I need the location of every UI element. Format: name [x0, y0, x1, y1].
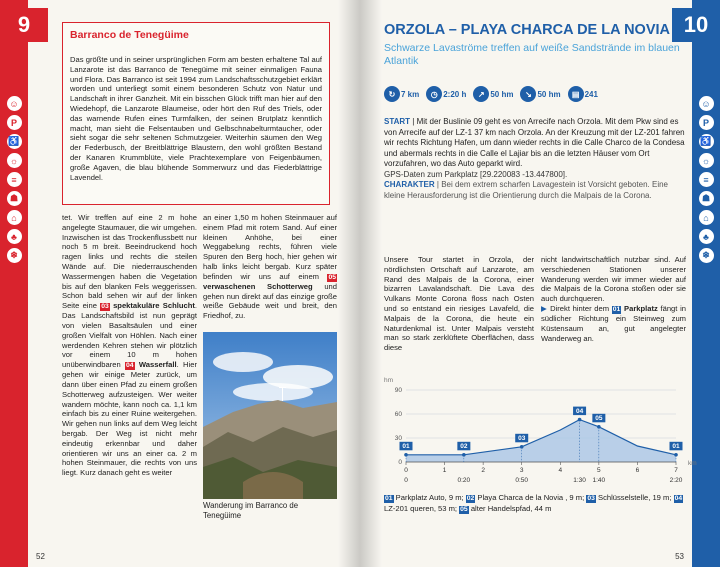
start-label: START: [384, 117, 411, 126]
text-column-1: [384, 255, 534, 353]
tour-subtitle: Schwarze Lavaströme treffen auf weiße Sandstrände im blauen Atlantik: [384, 42, 680, 67]
text-run: nicht landwirtschaftlich nutzbar sind. Auf verschiedenen Stationen unserer Wanderung werden wir immer wieder auf die Malpais de la Corona stoßen oder sie auch durchqueren.: [541, 255, 686, 304]
stat-value: 50 hm: [537, 89, 561, 99]
right-color-bar: [692, 0, 720, 567]
text-run: Unsere Tour startet in Orzola, der nördlichsten Ortschaft auf Lanzarote, am Rand des Malpais de la Corona, einer bizarren Lavalandschaft. Die Lava des Vulkans Monte Corona floss nach Osten und so entstand ein riesiges Lavafeld, die Malpais de la Corona, die heute ein Naturdenkmal ist. Unter Malpais versteht man so stark zerklüftete Oberflächen, dass diese: [384, 255, 534, 353]
text-column-1: [62, 213, 197, 478]
category-icon: ☺: [7, 96, 22, 111]
time-label: 0:20: [457, 477, 471, 484]
gps-text: GPS-Daten zum Parkplatz [29.220083 -13.447800].: [384, 169, 568, 179]
text-column-2: [541, 255, 686, 343]
waypoint-dot: [578, 418, 582, 422]
map-icon: ▤: [568, 86, 584, 102]
stat-item: [384, 86, 419, 102]
category-icon: ♿: [699, 134, 714, 149]
legend-text: alter Handelspfad, 44 m: [468, 503, 552, 513]
y-axis-unit: hm: [384, 377, 394, 384]
category-icon: P: [699, 115, 714, 130]
legend-text: Playa Charca de la Novia , 9 m;: [475, 493, 587, 502]
stat-value: 7 km: [401, 89, 420, 99]
x-tick-label: 1: [442, 467, 447, 474]
photo-caption: Wanderung im Barranco de Tenegüime: [203, 501, 299, 520]
bold-text: Parkplatz: [624, 303, 658, 313]
legend-marker: 02: [466, 495, 475, 502]
elevation-area: [406, 420, 676, 462]
text-run: an einer 1,50 m hohen Steinmauer auf einem Pfad mit rotem Sand. Auf einer kleinen Anhöhe, bei einer Weggabelung rechts, führen viele Spuren den Berg hoch, hier gehen wir halb links leicht bergab. Kurz später befinden wir uns auf einem: [203, 213, 337, 281]
y-tick-label: 30: [394, 435, 402, 442]
stat-value: 50 hm: [490, 89, 514, 99]
page-number: 53: [675, 552, 684, 561]
character-label: CHARAKTER: [384, 180, 435, 189]
category-icon: ☼: [7, 153, 22, 168]
text-run: . Das Landschaftsbild ist nun geprägt von vielen Basaltsäulen und einer großen Vielfalt von Höhlen. Nach einer werdenden Kehren stehen wir plötzlich vor einem 10 m hohen unüberwindbaren: [62, 301, 197, 370]
legend-text: Parkplatz Auto, 9 m;: [393, 493, 466, 502]
category-icon: ❄: [699, 248, 714, 263]
time-label: 2:20: [669, 477, 683, 484]
tour-title: ORZOLA – PLAYA CHARCA DE LA NOVIA: [384, 22, 670, 38]
chapter-number-tab: 9: [0, 8, 48, 42]
legend-marker: 04: [674, 495, 683, 502]
category-icon: ⌂: [699, 210, 714, 225]
page-number: 52: [36, 552, 45, 561]
waypoint-label: 05: [595, 415, 603, 423]
stat-item: [426, 86, 466, 102]
category-icon: ☗: [699, 191, 714, 206]
category-icon: ≡: [7, 172, 22, 187]
category-icon: ☼: [699, 153, 714, 168]
waypoint-dot: [462, 453, 466, 457]
category-icon: ☺: [699, 96, 714, 111]
chapter-number-tab: 10: [672, 8, 720, 42]
x-tick-label: 6: [635, 467, 640, 474]
text-run: Direkt hinter dem: [547, 303, 612, 313]
waypoint-label: 01: [402, 443, 410, 451]
legend-text: Schlüsselstelle, 19 m;: [595, 493, 674, 502]
category-icon: ⌂: [7, 210, 22, 225]
waypoint-marker: 04: [126, 362, 134, 370]
gutter-shadow: [360, 0, 382, 567]
time-label: 0:50: [515, 477, 529, 484]
waypoint-marker: 03: [101, 303, 109, 311]
start-text: | Mit der Buslinie 09 geht es von Arrecife nach Orzola. Mit dem Pkw sind es von Arrecife auf der LZ-1 37 km nach Orzola. An der Kreuzung mit der LZ-201 fahren wir rechts Richtung Hafen, um dann wieder rechts in die Calle Charco de la Condesa und abermals rechts in die Calle el Lajiar bis an die letzten Häuser vom Ort vorzufahren, wo das Auto geparkt wird.: [384, 117, 685, 168]
descent-icon: ↘: [520, 86, 536, 102]
box-text: Das größte und in seiner ursprünglichen Form am besten erhaltene Tal auf Lanzarote ist das Barranco de Tenegüime mit seiner einmaligen Fauna und Flora. Das Barranco ist seit 1994 zum Landschaftsschutzgebiet erklärt worden und unterliegt somit einem besonderen Schutz von Natur und Landschaft in ihrer Ganzheit. Mit ein bisschen Glück trifft man hier auf den Wiedehopf, die Lanzarote Blaumeise, oder hört den Ruf des Triels, oder das warnende Rufen eines Turmfalken, der seinen Brutplatz kenntlich macht, man sieht die Felsentauben und Gelbschnabelturmtaucher, oder sieht sogar die sehr seltenen Schmutzgeier. Weiterhin säumen den Weg der Federbusch, der Breitblättrige Blaustern, den wohl größten Bestand der Kanaren Krummblüte, viele Prachtexemplare von Feigenbäumen, große Agaven, die blau blühende Sommerwurz und das Fiederblättrige Lavendel.: [70, 55, 322, 182]
time-label: 1:30: [573, 477, 586, 484]
distance-icon: ↻: [384, 86, 400, 102]
stat-value: 2:20 h: [443, 89, 467, 99]
tour-info: [384, 117, 686, 201]
category-icon: ♣: [7, 229, 22, 244]
info-box: [62, 22, 330, 205]
waypoint-marker: 05: [328, 273, 336, 281]
side-icon-strip: [0, 96, 28, 263]
waypoint-dot: [597, 425, 601, 429]
waypoint-marker: 01: [612, 305, 621, 313]
text-run: . Hier gehen wir einige Meter zurück, um dann über einen Pfad zu einem großen Schotterweg aufzusteigen. Wer weiter wandern möchte, kann noch ca. 1,1 km einfach bis zu einer Ruine weitergehen. Wir gehen nun links auf dem Weg leicht bergab. Der Weg ist nicht mehr eindeutig erkennbar und daher orientieren wir uns an einer ca. 2 m hohen Steinmauer, die rechts von uns liegt. Kurz danach geht es weiter: [62, 360, 197, 478]
bold-text: Wasserfall: [138, 360, 177, 370]
legend-text: LZ-201 queren, 53 m;: [384, 503, 460, 513]
x-axis-unit: km: [688, 460, 697, 467]
time-label: 1:40: [592, 477, 606, 484]
waypoint-dot: [674, 453, 678, 457]
stat-item: [520, 86, 560, 102]
text-run: und gehen nun direkt auf das einzige große weiße Gebäude weit und breit, den Friedhof, zu.: [203, 281, 337, 321]
box-title: Barranco de Tenegüime: [70, 29, 189, 41]
y-tick-label: 60: [394, 411, 402, 418]
x-tick-label: 4: [558, 467, 563, 474]
category-icon: ❄: [7, 248, 22, 263]
y-tick-label: 90: [394, 387, 402, 394]
category-icon: P: [7, 115, 22, 130]
tour-stats: [384, 86, 598, 102]
category-icon: ≡: [699, 172, 714, 187]
waypoint-label: 02: [460, 443, 468, 451]
gutter-shadow: [338, 0, 360, 567]
waypoint-legend: [384, 493, 686, 514]
legend-marker: 01: [385, 495, 393, 502]
time-label: 0: [404, 477, 408, 484]
text-column-2: [203, 213, 337, 321]
x-tick-label: 2: [481, 467, 485, 474]
elevation-profile-svg: [376, 368, 697, 498]
bold-text: verwaschenen Schotterweg: [203, 281, 313, 291]
category-icon: ♣: [699, 229, 714, 244]
waypoint-label: 01: [672, 443, 680, 451]
y-tick-label: 0: [398, 459, 402, 466]
arrow-icon: ▶: [541, 303, 548, 313]
legend-marker: 03: [587, 495, 595, 502]
landscape-photo: [203, 332, 337, 499]
waypoint-label: 04: [575, 408, 584, 415]
bold-text: spektakuläre Schlucht: [113, 301, 195, 311]
right-page: [360, 0, 720, 567]
elevation-profile-chart: [376, 368, 697, 498]
text-run: tet. Wir treffen auf eine 2 m hohe angelegte Staumauer, die wir umgehen. Inzwischen ist das Trockenflussbett nur noch 5 m breit. Beeindruckend hoch ragen links und rechts die steilen Wände auf. Die niederrauschenden Wassermengen haben die Vegetation bis auf den blanken Fels weggerissen. Schon bald sehen wir auf der linken Seite eine: [62, 213, 197, 311]
x-tick-label: 7: [674, 467, 678, 474]
waypoint-dot: [404, 453, 408, 457]
waypoint-label: 03: [518, 435, 526, 443]
stat-item: [568, 86, 598, 102]
x-tick-label: 0: [404, 467, 408, 474]
category-icon: ☗: [7, 191, 22, 206]
stat-value: 241: [584, 89, 598, 99]
x-tick-label: 5: [597, 467, 601, 474]
x-tick-label: 3: [519, 467, 524, 474]
legend-marker: 05: [460, 505, 468, 513]
stat-item: [473, 86, 513, 102]
category-icon: ♿: [7, 134, 22, 149]
left-color-bar: [0, 0, 28, 567]
side-icon-strip: [692, 96, 720, 263]
character-text: | Bei dem extrem scharfen Lavagestein ist Vorsicht geboten. Eine kleine Herausforderung ist die Orientierung durch die Malpais de la Corona.: [384, 180, 668, 200]
ascent-icon: ↗: [473, 86, 489, 102]
text-run: fängt in südlicher Richtung ein Steinweg zum Küstensaum an, gut angelegter Wanderweg an.: [541, 303, 686, 343]
waypoint-dot: [520, 445, 524, 449]
duration-icon: ◷: [426, 86, 442, 102]
